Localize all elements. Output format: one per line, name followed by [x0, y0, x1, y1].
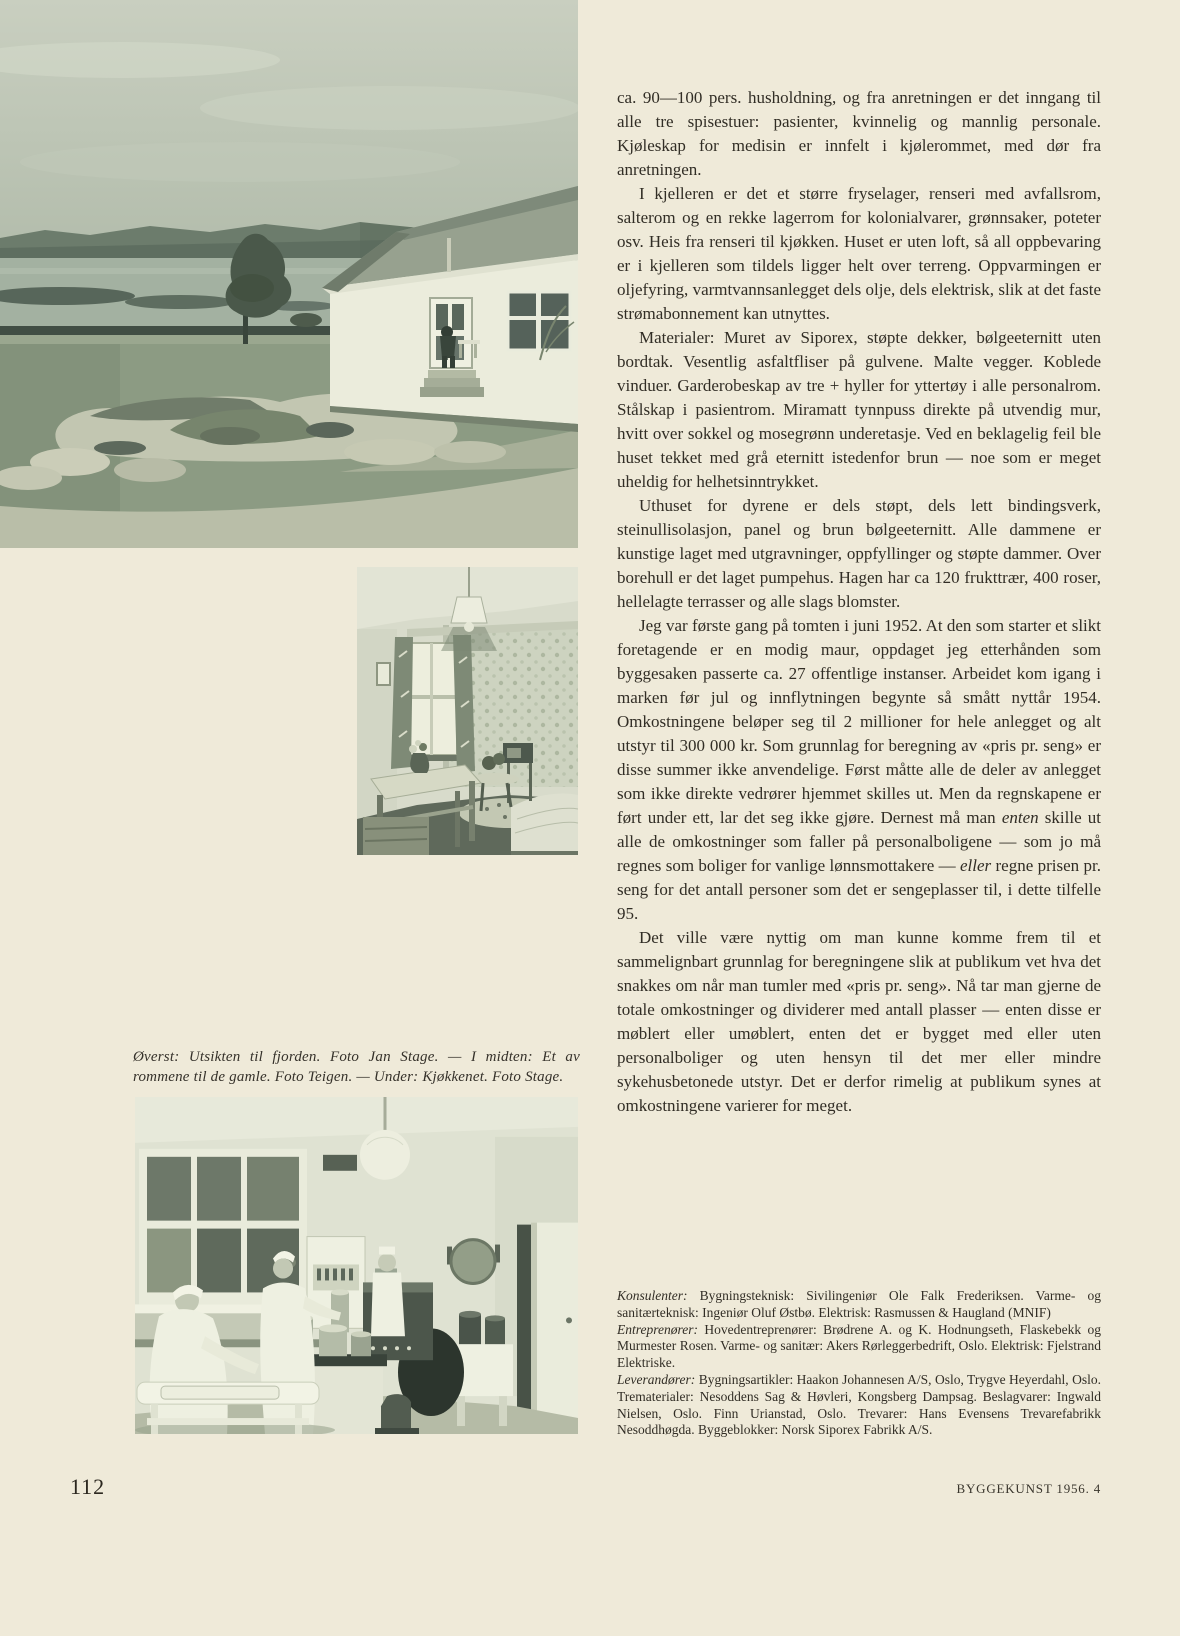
credits-suppliers-lead: Leverandører: — [617, 1371, 696, 1387]
journal-footer: BYGGEKUNST 1956. 4 — [956, 1481, 1101, 1496]
paragraph-5-text-b: skille ut alle de omkostninger som faller på personalboligene — som jo må regnes som boliger for vanlige lønnsmottakere — — [617, 808, 1101, 875]
window — [508, 292, 570, 350]
kitchen-photo-art — [135, 1097, 578, 1434]
open-door — [517, 1223, 578, 1418]
paragraph-5-text-c: regne prisen pr. seng for det antall personer som det er sengeplasser til, i dette tilfelle 95. — [617, 856, 1101, 923]
fjord-photo — [0, 0, 578, 548]
credits-suppliers — [617, 1372, 1101, 1439]
bench — [363, 817, 429, 855]
paragraph-5-italic-eller: eller — [960, 856, 992, 875]
paragraph-4 — [617, 494, 1101, 614]
paragraph-3-text: Materialer: Muret av Siporex, støpte dekker, bølgeeternitt uten bordtak. Vesentlig asfaltfliser på gulvene. Malte vegger. Koblede vinduer. Garderobeskap av tre + hyller for yttertøy i alle personalrom. Stålskap i pasientrom. Miramatt tynnpuss direkte på utvendig mur, hvitt over sokkel og mosegrønn underetasje. Ved en beklagelig feil ble huset tekket med grå eternitt istedenfor brun — noe som er meget uheldig for helhetsinntrykket. — [617, 328, 1101, 491]
credits-consultants-text: Bygningsteknisk: Sivilingeniør Ole Falk Frederiksen. Varme- og sanitærteknisk: Ingeniør Oluf Østbø. Elektrisk: Rasmussen & Haugland (MNIF) — [617, 1288, 1101, 1320]
article-column — [617, 86, 1101, 1118]
paragraph-3 — [617, 326, 1101, 494]
credits-block — [617, 1288, 1101, 1439]
photo-caption: Øverst: Utsikten til fjorden. Foto Jan Stage. — I midten: Et av rommene til de gamle. Foto Teigen. — Under: Kjøkkenet. Foto Stage. — [133, 1049, 580, 1085]
paragraph-4-text: Uthuset for dyrene er dels støpt, dels lett bindingsverk, steinullisolasjon, panel og brun bølgeeternitt. Alle dammene er kunstige laget med utgravninger, oppfyllinger og støpte dammer. Over borehull er det laget pumpehus. Hagen har ca 120 frukttrær, 400 roser, hellelagte terrasser og alle slags blomster. — [617, 496, 1101, 611]
room-photo-art — [357, 567, 578, 855]
credits-contractors — [617, 1322, 1101, 1372]
credits-suppliers-text: Bygningsartikler: Haakon Johannesen A/S, Oslo, Trygve Heyerdahl, Oslo. Trematerialer: Nesoddens Sag & Høvleri, Kongsberg Dampsag. Beslagvarer: Ingwald Nielsen, Oslo. Finn Urianstad, Oslo. Trevarer: Hans Evensens Trevarefabrikk Nesoddhøgda. Byggeblokker: Norsk Siporex Fabrikk A/S. — [617, 1371, 1101, 1438]
credits-contractors-lead: Entreprenører: — [617, 1321, 698, 1337]
credits-consultants-lead: Konsulenter: — [617, 1288, 688, 1303]
paragraph-6-text: Det ville være nyttig om man kunne komme frem til et sammelignbart grunnlag for beregningene slik at publikum vet hva det snakkes om når man tumler med «pris pr. seng». Nå tar man gjerne de totale omkostninger og dividerer med antall plasser — enten disse er møblert eller umøblert, enten det er bygget med eller uten personalboliger og uten hensyn til det mer eller mindre sykehusbetonede utstyr. Det er derfor rimelig at publikum synes at omkostningene varierer for meget. — [617, 928, 1101, 1115]
page-number: 112 — [70, 1474, 106, 1499]
steps — [420, 370, 484, 397]
paragraph-6 — [617, 926, 1101, 1118]
paragraph-5-text-a: Jeg var første gang på tomten i juni 1952. At den som starter et slikt foretagende er en modig maur, oppdaget jeg etterhånden som byggesaken passerte ca. 27 offentlige instanser. Arbeidet kom igang i marken før jul og innflytningen begynte så smått nyttår 1954. Omkostningene beløper seg til 2 millioner for hele anlegget og alt utstyr til 300 000 kr. Som grunnlag for beregning av «pris pr. seng» er disse summer ikke anvendelige. Først måtte alle de deler av anlegget som ikke direkte vedrører hjemmet skilles ut. Men da regnskapene er ført under ett, lar det seg ikke gjøre. Dernest må man — [617, 616, 1101, 827]
paragraph-2-text: I kjelleren er det et større fryselager, renseri med avfallsrom, salterom og en rekke lagerrom for kolonialvarer, grønnsaker, poteter osv. Heis fra renseri til kjøkken. Huset er uten loft, så all oppbevaring er i kjelleren som tildels ligger helt over terreng. Oppvarmingen er oljefyring, varmtvannsanlegget dels olje, dels elektrisk, slik at det faste strømabonnement kan utnyttes. — [617, 184, 1101, 323]
fjord-photo-art — [0, 0, 578, 548]
credits-contractors-text: Hovedentreprenører: Brødrene A. og K. Hodnungseth, Flaskebekk og Murmester Rosen. Varme- og sanitær: Akers Rørleggerbedrift, Oslo. Elektrisk: Fjelstrand Elektriske. — [617, 1321, 1101, 1371]
window — [407, 643, 457, 761]
bed — [511, 794, 578, 856]
paragraph-1-text: ca. 90—100 pers. husholdning, og fra anretningen er det inngang til alle tre spisestuer: pasienter, kvinnelig og mannlig personale. Kjøleskap for medisin er innfelt i kjølerommet, med dør fra anretningen. — [617, 88, 1101, 179]
picture-frame — [377, 663, 390, 685]
room-photo — [357, 567, 578, 855]
paragraph-5-italic-enten: enten — [1001, 808, 1039, 827]
wall-vent — [323, 1155, 357, 1171]
paragraph-1 — [617, 86, 1101, 182]
kitchen-photo — [135, 1097, 578, 1434]
paragraph-5 — [617, 614, 1101, 926]
credits-consultants — [617, 1288, 1101, 1322]
paragraph-2 — [617, 182, 1101, 326]
